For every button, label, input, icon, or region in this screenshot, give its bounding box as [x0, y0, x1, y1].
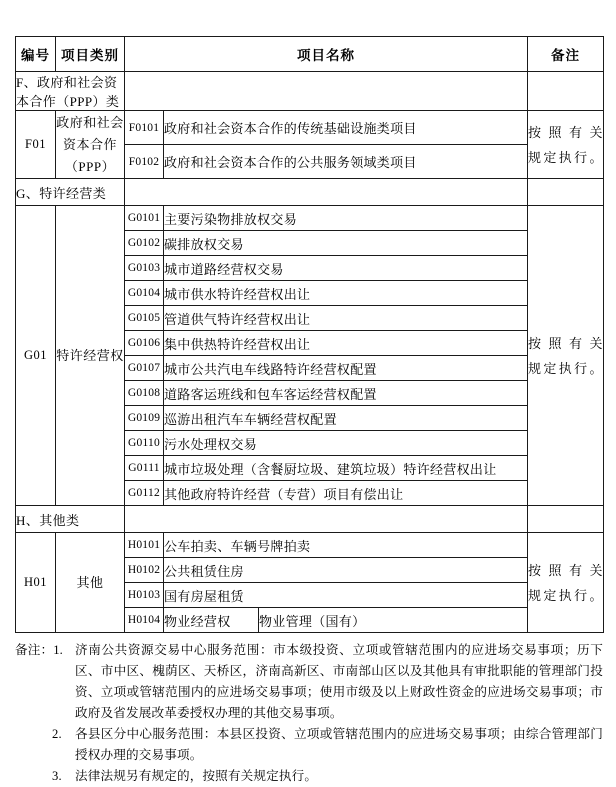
item-code: G0108 [125, 381, 164, 406]
footnotes [15, 640, 603, 787]
header-code: 编号 [16, 37, 56, 72]
table-row [16, 533, 604, 558]
remark-line-2: 规定执行。 [528, 360, 604, 376]
item-code: G0106 [125, 331, 164, 356]
footnote-3 [15, 766, 603, 787]
item-name: 城市道路经营权交易 [164, 256, 528, 281]
section-row [16, 72, 604, 111]
item-code: G0102 [125, 231, 164, 256]
item-code: G0112 [125, 481, 164, 506]
group-code: G01 [16, 206, 56, 506]
item-name: 公共租赁住房 [164, 558, 528, 583]
item-name: 公车拍卖、车辆号牌拍卖 [164, 533, 528, 558]
item-code: G0111 [125, 456, 164, 481]
footnote-2 [15, 724, 603, 766]
section-spacer-remark [528, 179, 604, 206]
item-code: G0105 [125, 306, 164, 331]
item-code: F0101 [125, 111, 164, 145]
item-name: 巡游出租汽车车辆经营权配置 [164, 406, 528, 431]
item-code: H0101 [125, 533, 164, 558]
section-title: G、特许经营类 [16, 179, 125, 206]
item-code: G0104 [125, 281, 164, 306]
remark-cell [528, 206, 604, 506]
footnote-2-number: 2. [52, 727, 62, 741]
footnote-2-text: 各县区分中心服务范围：本县区投资、立项或管辖范围内的应进场交易事项；由综合管理部门授权办理的交易事项。 [75, 727, 603, 762]
item-code: G0107 [125, 356, 164, 381]
item-code: G0110 [125, 431, 164, 456]
item-code: H0102 [125, 558, 164, 583]
section-spacer-name [125, 179, 528, 206]
footnote-3-text: 法律法规另有规定的，按照有关规定执行。 [75, 769, 318, 783]
item-name: 集中供热特许经营权出让 [164, 331, 528, 356]
item-code: H0104 [125, 608, 164, 633]
footnote-prefix: 备注：1. [15, 643, 63, 657]
item-name: 城市公共汽电车线路特许经营权配置 [164, 356, 528, 381]
section-row [16, 506, 604, 533]
section-spacer-name [125, 506, 528, 533]
remark-cell [528, 111, 604, 179]
item-name: 污水处理权交易 [164, 431, 528, 456]
group-code: F01 [16, 111, 56, 179]
section-spacer-remark [528, 72, 604, 111]
section-title: H、其他类 [16, 506, 125, 533]
group-category: 政府和社会资本合作（PPP） [56, 111, 125, 179]
footnote-1 [15, 640, 603, 724]
remark-line-1: 按照有关 [528, 335, 604, 351]
item-code: G0109 [125, 406, 164, 431]
remark-line-1: 按照有关 [528, 562, 604, 578]
footnote-3-number: 3. [52, 769, 62, 783]
item-code: G0101 [125, 206, 164, 231]
remark-line-2: 规定执行。 [528, 149, 604, 165]
item-code: G0103 [125, 256, 164, 281]
table-row [16, 111, 604, 145]
item-name: 城市垃圾处理（含餐厨垃圾、建筑垃圾）特许经营权出让 [164, 456, 528, 481]
item-code: F0102 [125, 145, 164, 179]
item-name: 政府和社会资本合作的公共服务领域类项目 [164, 145, 528, 179]
header-category: 项目类别 [56, 37, 125, 72]
section-row [16, 179, 604, 206]
footnote-1-text: 济南公共资源交易中心服务范围：市本级投资、立项或管辖范围内的应进场交易事项；历下区、市中区、槐荫区、天桥区，济南高新区、市南部山区以及其他具有审批职能的管理部门投资、立项或管辖范围内的应进场交易事项；使用市级及以上财政性资金的应进场交易事项；市政府及省发展改革委授权办理的其他交易事项。 [75, 643, 603, 720]
project-catalog-table [15, 36, 604, 633]
item-name: 政府和社会资本合作的传统基础设施类项目 [164, 111, 528, 145]
group-category: 特许经营权 [56, 206, 125, 506]
header-remark: 备注 [528, 37, 604, 72]
group-category: 其他 [56, 533, 125, 633]
item-name: 国有房屋租赁 [164, 583, 528, 608]
item-name: 道路客运班线和包车客运经营权配置 [164, 381, 528, 406]
item-name: 主要污染物排放权交易 [164, 206, 528, 231]
item-name: 其他政府特许经营（专营）项目有偿出让 [164, 481, 528, 506]
item-name: 物业经营权 [164, 608, 259, 633]
item-name-secondary: 物业管理（国有） [259, 608, 528, 633]
table-row [16, 206, 604, 231]
item-name: 管道供气特许经营权出让 [164, 306, 528, 331]
section-title: F、政府和社会资本合作（PPP）类 [16, 72, 125, 111]
item-code: H0103 [125, 583, 164, 608]
table-body [16, 37, 604, 633]
remark-line-1: 按照有关 [528, 124, 604, 140]
header-name: 项目名称 [125, 37, 528, 72]
remark-cell [528, 533, 604, 633]
section-spacer-name [125, 72, 528, 111]
table-header-row [16, 37, 604, 72]
item-name: 碳排放权交易 [164, 231, 528, 256]
remark-line-2: 规定执行。 [528, 587, 604, 603]
section-spacer-remark [528, 506, 604, 533]
group-code: H01 [16, 533, 56, 633]
item-name: 城市供水特许经营权出让 [164, 281, 528, 306]
